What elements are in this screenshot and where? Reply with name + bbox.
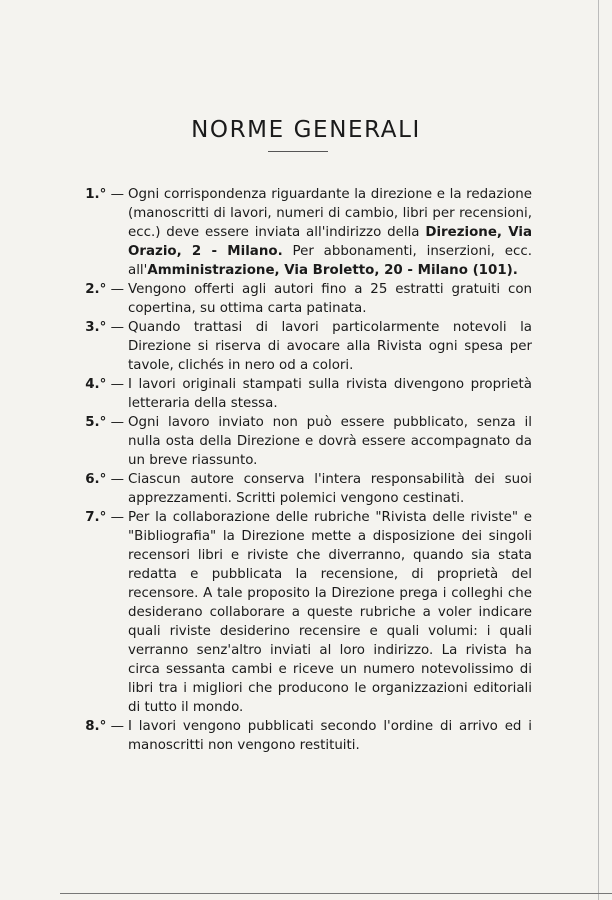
rule-item (72, 413, 532, 470)
rule-item (72, 318, 532, 375)
rule-text: Ogni corrispondenza riguardante la direzione e la redazione (manoscritti di lavori, numeri di cambio, libri per recensioni, ecc.) deve essere inviata all'indirizzo della Direzione, Via Orazio, 2 - Milano. Per abbonamenti, inserzioni, ecc. all'Amministrazione, Via Broletto, 20 - Milano (101). (128, 187, 532, 278)
rule-number: 3.° — (85, 320, 124, 335)
rule-item (72, 280, 532, 318)
rule-item (72, 508, 532, 717)
rule-text: I lavori vengono pubblicati secondo l'ordine di arrivo ed i manoscritti non vengono restituiti. (128, 719, 532, 753)
rule-text: Vengono offerti agli autori fino a 25 estratti gratuiti con copertina, su ottima carta patinata. (128, 282, 532, 316)
rule-text: Per la collaborazione delle rubriche "Rivista delle riviste" e "Bibliografia" la Direzione mette a disposizione dei singoli recensori libri e riviste che diverranno, quando sia stata redatta e pubblicata la recensione, di proprietà del recensore. A tale proposito la Direzione prega i colleghi che desiderano collaborare a queste rubriche a voler indicare quali riviste desiderino recensire e quali volumi: i quali verranno senz'altro inviati al loro indirizzo. La rivista ha circa sessanta cambi e riceve un numero notevolissimo di libri tra i migliori che producono le organizzazioni editoriali di tutto il mondo. (128, 510, 532, 715)
rule-item (72, 470, 532, 508)
rules-list (72, 185, 532, 755)
rule-number: 6.° — (85, 472, 124, 487)
rule-text: Ogni lavoro inviato non può essere pubblicato, senza il nulla osta della Direzione e dovrà essere accompagnato da un breve riassunto. (128, 415, 532, 468)
rule-text: I lavori originali stampati sulla rivista divengono proprietà letteraria della stessa. (128, 377, 532, 411)
rule-item (72, 717, 532, 755)
rule-number: 4.° — (85, 377, 124, 392)
rule-number: 1.° — (85, 187, 124, 202)
rule-item (72, 375, 532, 413)
page-edge (598, 0, 599, 900)
bottom-rule (60, 893, 612, 894)
rule-number: 5.° — (85, 415, 124, 430)
rule-text: Ciascun autore conserva l'intera responsabilità dei suoi apprezzamenti. Scritti polemici vengono cestinati. (128, 472, 532, 506)
rule-number: 2.° — (85, 282, 124, 297)
rule-text: Quando trattasi di lavori particolarmente notevoli la Direzione si riserva di avocare alla Rivista ogni spesa per tavole, clichés in nero od a colori. (128, 320, 532, 373)
rule-number: 8.° — (85, 719, 124, 734)
rule-item (72, 185, 532, 280)
rule-number: 7.° — (85, 510, 124, 525)
title-divider (268, 151, 328, 152)
page-title: NORME GENERALI (191, 117, 421, 143)
